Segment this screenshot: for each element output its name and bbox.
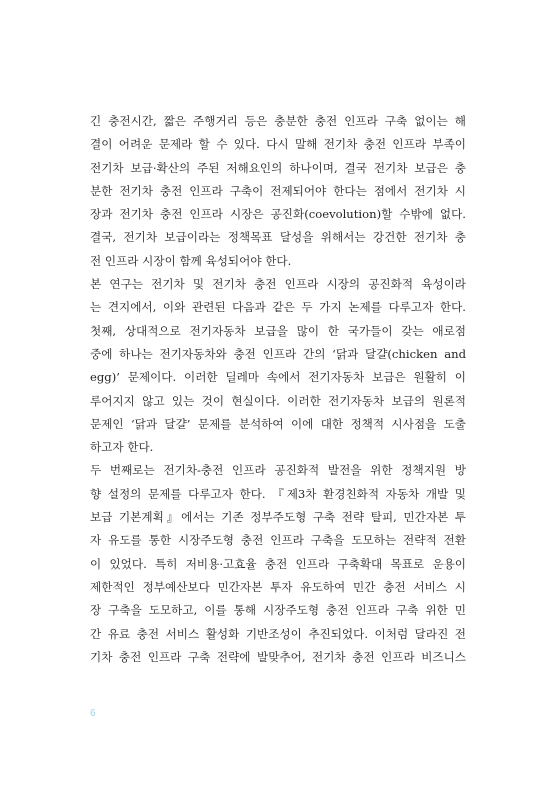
text-line: 보급 기본계획』에서는 기존 정부주도형 구축 전략 탈피, 민간자본 투 [90, 510, 466, 525]
text-line: 본 연구는 전기차 및 전기차 충전 인프라 시장의 공진화적 육성이라 [90, 277, 466, 292]
text-line: 간 유료 충전 서비스 활성화 기반조성이 추진되었다. 이처럼 달라진 전 [90, 626, 466, 641]
text-line: 루어지지 않고 있는 것이 현실이다. 이러한 전기자동차 보급의 원론적 [90, 393, 466, 408]
text-line: egg)’ 문제이다. 이러한 딜레마 속에서 전기자동차 보급은 원활히 이 [90, 370, 466, 385]
text-line: 이 있었다. 특히 저비용·고효율 충전 인프라 구축확대 목표로 운용이 [90, 556, 466, 571]
text-line: 장과 전기차 충전 인프라 시장은 공진화(coevolution)할 수밖에 없다. [90, 207, 466, 222]
text-line: 긴 충전시간, 짧은 주행거리 등은 충분한 충전 인프라 구축 없이는 해 [90, 114, 466, 128]
text-line: 전 인프라 시장이 함께 육성되어야 한다. [90, 253, 292, 268]
text-line: 기차 충전 인프라 구축 전략에 발맞추어, 전기차 충전 인프라 비즈니스 [90, 649, 466, 664]
text-line: 하고자 한다. [90, 440, 154, 455]
text-line: 자 유도를 통한 시장주도형 충전 인프라 구축을 도모하는 전략적 전환 [90, 533, 466, 548]
page-number: 6 [90, 708, 96, 719]
text-line: 결국, 전기차 보급이라는 정책목표 달성을 위해서는 강건한 전기차 충 [90, 230, 466, 245]
body-text [90, 110, 466, 669]
text-line: 제한적인 정부예산보다 민간자본 투자 유도하여 민간 충전 서비스 시 [90, 579, 466, 594]
text-line: 중에 하나는 전기자동차와 충전 인프라 간의 ‘닭과 달걀(chicken and [90, 346, 466, 361]
text-line: 두 번째로는 전기차-충전 인프라 공진화적 발전을 위한 정책지원 방 [90, 463, 466, 478]
text-line: 문제인 ‘닭과 달걀’ 문제를 분석하여 이에 대한 정책적 시사점을 도출 [90, 416, 466, 431]
text-line: 는 견지에서, 이와 관련된 다음과 같은 두 가지 논제를 다루고자 한다. [90, 300, 466, 315]
text-line: 향 설정의 문제를 다루고자 한다. 『제3차 환경친화적 자동차 개발 및 [90, 486, 466, 501]
text-line: 장 구축을 도모하고, 이를 통해 시장주도형 충전 인프라 구축 위한 민 [90, 603, 466, 618]
text-line: 첫째, 상대적으로 전기자동차 보급을 많이 한 국가들이 갖는 애로점 [90, 323, 466, 338]
text-line: 결이 어려운 문제라 할 수 있다. 다시 말해 전기차 충전 인프라 부족이 [90, 137, 466, 152]
text-line: 분한 전기차 충전 인프라 구축이 전제되어야 한다는 점에서 전기차 시 [90, 183, 466, 198]
text-line: 전기차 보급·확산의 주된 저해요인의 하나이며, 결국 전기차 보급은 충 [90, 160, 466, 175]
